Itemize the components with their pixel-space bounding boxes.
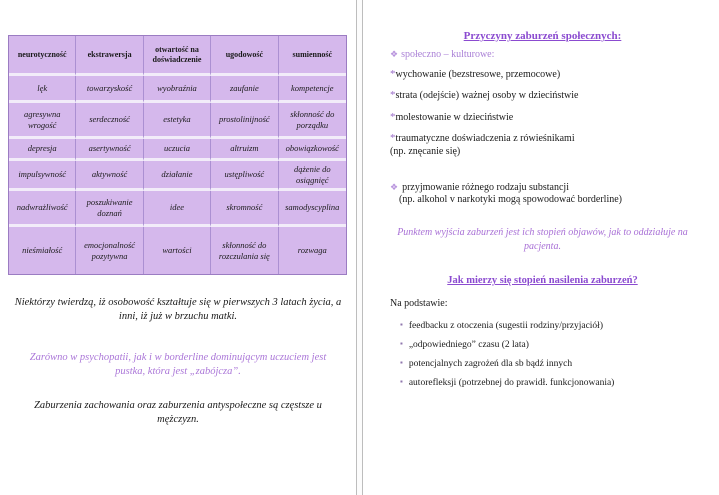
table-cell: skłonność do porządku [279, 103, 346, 139]
list-item [400, 316, 709, 335]
table-cell: obowiązkowość [279, 139, 346, 161]
list-item-label: wychowanie (bezstresowe, przemocowe) [395, 69, 561, 80]
list-item-label: traumatyczne doświadczenia z rówieśnikami [395, 132, 575, 144]
paragraph-personality-formation: Niektórzy twierdzą, iż osobowość kształtuje się w pierwszych 3 latach życia, a inni, iż już w brzuchu matki. [14, 297, 342, 322]
list-item-label: „odpowiedniego” czasu (2 lata) [408, 340, 529, 351]
list-item-abuse [390, 110, 709, 124]
subheading-substances-label: przyjmowanie różnego rodzaju substancji [402, 182, 569, 194]
personality-traits-table [8, 35, 347, 275]
table-cell: lęk [9, 76, 76, 103]
table-cell: impulsywność [9, 161, 76, 191]
table-cell: serdeczność [76, 103, 143, 139]
list-item-label: potencjalnych zagrożeń dla sb bądź innych [408, 359, 573, 370]
list-item-loss [390, 88, 709, 102]
basis-label: Na podstawie: [390, 298, 448, 310]
table-cell: działanie [144, 161, 211, 191]
table-cell: nadwrażliwość [9, 191, 76, 227]
table-row [9, 76, 346, 103]
table-cell: prostolinijność [211, 103, 278, 139]
table-header-cell: neurotyczność [9, 36, 76, 76]
asterisk-bullet-icon: * [390, 131, 396, 144]
asterisk-bullet-icon: * [390, 110, 396, 123]
table-cell: wyobraźnia [144, 76, 211, 103]
subheading-substances [390, 182, 709, 193]
table-cell: asertywność [76, 139, 143, 161]
table-cell: altruizm [211, 139, 278, 161]
table-cell: skłonność do rozczulania się [211, 227, 278, 274]
table-cell: uczucia [144, 139, 211, 161]
page-right[interactable] [362, 0, 719, 495]
table-cell: samodyscyplina [279, 191, 346, 227]
square-bullet-icon: ▪ [400, 377, 403, 387]
table-cell: emocjonalność pozytywna [76, 227, 143, 274]
list-item-label: strata (odejście) ważnej osoby w dzieciństwie [395, 90, 579, 102]
heading-causes: Przyczyny zaburzeń społecznych: [463, 30, 622, 42]
list-item-label: feedbacku z otoczenia (sugestii rodziny/przyjaciół) [408, 321, 603, 332]
paragraph-emptiness-quote: Zarówno w psychopatii, jak i w borderline dominującym uczuciem jest pustka, która jest „zabójcza”. [29, 351, 327, 377]
table-header-cell: sumienność [279, 36, 346, 76]
table-cell: agresywna wrogość [9, 103, 76, 139]
table-header-cell: otwartość na doświadczenie [144, 36, 211, 76]
table-row [9, 161, 346, 191]
list-item-trauma [390, 131, 709, 145]
table-cell: skromność [211, 191, 278, 227]
diamond-bullet-icon: ❖ [390, 182, 399, 193]
heading-measurement: Jak mierzy się stopień nasilenia zaburzeń? [447, 275, 638, 287]
asterisk-bullet-icon: * [390, 89, 396, 102]
page-left[interactable] [0, 0, 357, 495]
subheading-socio-cultural-label: społeczno – kulturowe: [401, 49, 495, 60]
table-cell: depresja [9, 139, 76, 161]
table-cell: wartości [144, 227, 211, 274]
table-header-cell: ugodowość [211, 36, 278, 76]
table-cell: poszukiwanie doznań [76, 191, 143, 227]
paragraph-disorders-men: Zaburzenia zachowania oraz zaburzenia antyspołeczne są częstsze u mężczyzn. [34, 400, 322, 426]
table-cell: idee [144, 191, 211, 227]
list-item [400, 335, 709, 354]
table-row [9, 139, 346, 161]
list-item-label: autorefleksji (potrzebnej do prawidł. funkcjonowania) [408, 378, 615, 389]
subheading-substances-note: (np. alkohol v narkotyki mogą spowodować borderline) [399, 194, 623, 206]
table-row [9, 103, 346, 139]
asterisk-bullet-icon: * [390, 68, 396, 80]
basis-list [390, 316, 709, 392]
list-item-trauma-note: (np. znęcanie się) [390, 146, 461, 158]
table-header-cell: ekstrawersja [76, 36, 143, 76]
table-cell: zaufanie [211, 76, 278, 103]
square-bullet-icon: ▪ [400, 339, 403, 349]
table-cell: ustępliwość [211, 161, 278, 191]
square-bullet-icon: ▪ [400, 358, 403, 368]
square-bullet-icon: ▪ [400, 320, 403, 330]
list-item-upbringing [390, 67, 709, 81]
table-header-row [9, 36, 346, 76]
table-cell: rozwaga [279, 227, 346, 274]
table-row [9, 227, 346, 274]
table-row [9, 191, 346, 227]
table-cell: kompetencje [279, 76, 346, 103]
diamond-bullet-icon: ❖ [390, 49, 399, 59]
table-cell: dążenie do osiągnięć [279, 161, 346, 191]
paragraph-starting-point: Punktem wyjścia zaburzeń jest ich stopień objawów, jak to oddziałuje na pacjenta. [397, 227, 688, 252]
list-item-label: molestowanie w dzieciństwie [395, 111, 514, 123]
table-cell: towarzyskość [76, 76, 143, 103]
table-cell: estetyka [144, 103, 211, 139]
table-cell: nieśmiałość [9, 227, 76, 274]
subheading-socio-cultural [390, 49, 709, 60]
list-item [400, 354, 709, 373]
table-cell: aktywność [76, 161, 143, 191]
list-item [400, 373, 709, 392]
